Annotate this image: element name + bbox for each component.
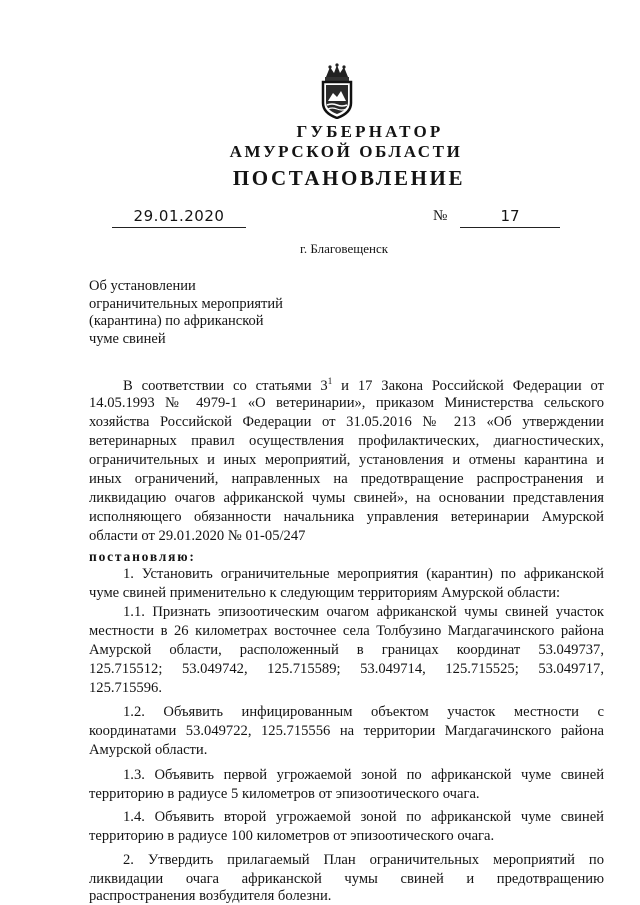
body-line: 125.715596.: [89, 680, 162, 696]
document-number: 17: [460, 207, 560, 228]
body-line: ограничительных и иных мероприятий, установления и отмены карантина и: [89, 452, 604, 468]
body-line: местности в 26 километрах восточнее села Толбузино Магдагачинского района: [89, 623, 604, 639]
document-type: ПОСТАНОВЛЕНИЕ: [232, 166, 466, 190]
body-line: иных ограничений, направленных на предотвращение распространения и: [89, 471, 604, 487]
subject-line: Об установлении: [89, 278, 196, 294]
body-line: территорию в радиусе 5 километров от эпизоотического очага.: [89, 786, 480, 802]
body-line: 1.1. Признать эпизоотическим очагом африканской чумы свиней участок: [123, 604, 604, 620]
subject-line: (карантина) по африканской: [89, 313, 264, 329]
body-line: 1. Установить ограничительные мероприятия (карантин) по африканской: [123, 566, 604, 582]
document-date: 29.01.2020: [112, 207, 246, 228]
body-line: Амурской области.: [89, 742, 208, 758]
subject-line: чуме свиней: [89, 330, 166, 347]
decree-word: постановляю:: [89, 549, 196, 564]
number-label: №: [433, 208, 448, 224]
body-line: исполняющего обязанности начальника управления ветеринарии Амурской: [89, 509, 604, 525]
body-line: ликвидации очага африканской чумы свиней и предотвращению: [89, 871, 604, 887]
body-line: 14.05.1993 № 4979-1 «О ветеринарии», приказом Министерства сельского: [89, 395, 604, 411]
body-line: 2. Утвердить прилагаемый План ограничительных мероприятий по: [123, 852, 604, 868]
body-line: хозяйства Российской Федерации от 31.05.2016 № 213 «Об утверждении: [89, 414, 604, 430]
body-line: Амурской области, расположенный в границах координат 53.049737,: [89, 642, 604, 658]
body-line: распространения возбудителя болезни.: [89, 888, 332, 904]
body-line: чуме свиней применительно к следующим территориям Амурской области:: [89, 585, 561, 601]
body-line: территорию в радиусе 100 километров от эпизоотического очага.: [89, 828, 495, 844]
city: г. Благовещенск: [300, 241, 389, 256]
body-line: 1.3. Объявить первой угрожаемой зоной по африканской чуме свиней: [123, 767, 604, 783]
body-line: ветеринарных правил осуществления профилактических, диагностических,: [89, 433, 604, 449]
subject-line: ограничительных мероприятий: [89, 295, 283, 312]
body-line: 1.4. Объявить второй угрожаемой зоной по африканской чуме свиней: [123, 809, 604, 825]
issuer-title: ГУБЕРНАТОР: [296, 122, 444, 141]
body-line: области от 29.01.2020 № 01-05/247: [89, 528, 306, 544]
coat-of-arms-icon: [318, 63, 356, 119]
body-line: координатами 53.049722, 125.715556 на территории Магдагачинского района: [89, 723, 604, 739]
document-subject: [89, 278, 329, 348]
body-line: ликвидацию очагов африканской чумы свиней», на основании представления: [89, 490, 604, 506]
issuer-region: АМУРСКОЙ ОБЛАСТИ: [229, 142, 463, 161]
body-line: В соответствии со статьями $3^1$ и 17 Закона Российской Федерации от: [123, 376, 604, 394]
body-line: 1.2. Объявить инфицированным объектом участок местности с: [123, 704, 604, 720]
body-line: 125.715512; 53.049742, 125.715589; 53.049714, 125.715525; 53.049717,: [89, 661, 604, 677]
